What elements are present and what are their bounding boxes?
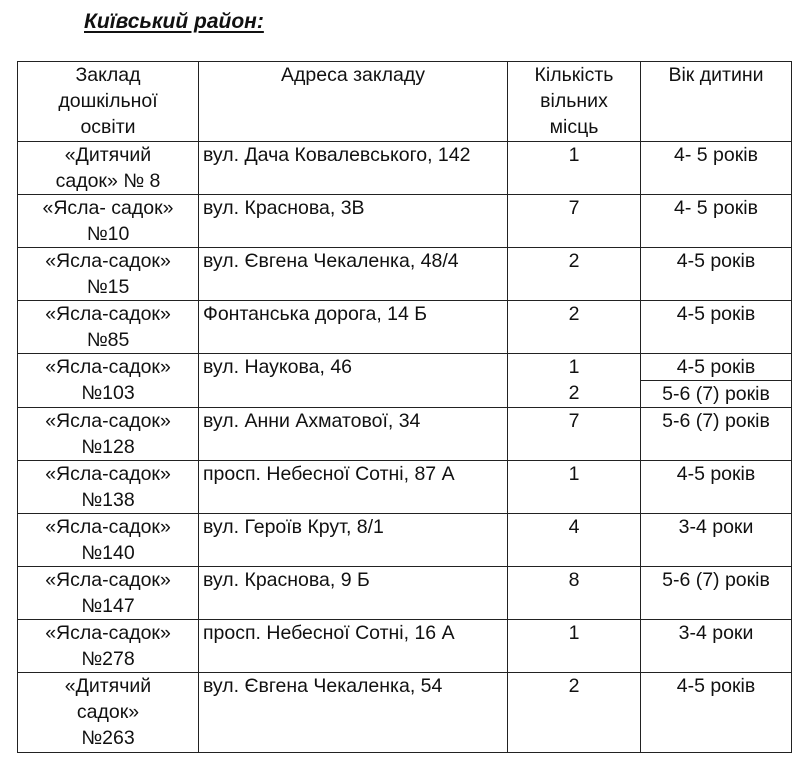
free-places (508, 354, 641, 408)
child-age: 4-5 років (641, 248, 792, 301)
free-places-first: 1 (568, 356, 580, 378)
table-row (18, 195, 792, 248)
table-row (18, 514, 792, 567)
institution-name: «Ясла-садок» №147 (18, 567, 199, 620)
institution-address: вул. Героїв Крут, 8/1 (199, 514, 508, 567)
child-age (641, 354, 792, 408)
institution-address: просп. Небесної Сотні, 16 А (199, 620, 508, 673)
child-age-second: 5-6 (7) років (662, 383, 770, 405)
free-places: 2 (508, 248, 641, 301)
table-row (18, 673, 792, 753)
child-age: 5-6 (7) років (641, 408, 792, 461)
free-places: 7 (508, 195, 641, 248)
child-age: 4-5 років (641, 301, 792, 354)
header-address: Адреса закладу (199, 62, 508, 142)
free-places: 8 (508, 567, 641, 620)
institution-name: «Дитячий садок» №263 (18, 673, 199, 753)
header-places: Кількість вільних місць (508, 62, 641, 142)
institution-address: вул. Краснова, 9 Б (199, 567, 508, 620)
institution-address: вул. Краснова, 3В (199, 195, 508, 248)
institution-name: «Ясла-садок» №138 (18, 461, 199, 514)
institution-name: «Дитячий садок» № 8 (18, 142, 199, 195)
table-row (18, 142, 792, 195)
free-places: 7 (508, 408, 641, 461)
table-row (18, 408, 792, 461)
child-age-first: 4-5 років (641, 354, 791, 381)
table-row (18, 354, 792, 408)
header-institution: Заклад дошкільної освіти (18, 62, 199, 142)
institution-name: «Ясла-садок» №140 (18, 514, 199, 567)
institution-name: «Ясла-садок» №103 (18, 354, 199, 408)
district-title: Київський район: (84, 10, 264, 33)
table-row (18, 248, 792, 301)
kindergarten-table (17, 61, 792, 753)
institution-address: Фонтанська дорога, 14 Б (199, 301, 508, 354)
institution-name: «Ясла-садок» №15 (18, 248, 199, 301)
table-row (18, 567, 792, 620)
child-age: 4-5 років (641, 461, 792, 514)
institution-name: «Ясла- садок» №10 (18, 195, 199, 248)
table-row (18, 461, 792, 514)
free-places: 1 (508, 620, 641, 673)
free-places-second: 2 (568, 382, 580, 404)
institution-name: «Ясла-садок» №278 (18, 620, 199, 673)
free-places: 1 (508, 461, 641, 514)
child-age: 4- 5 років (641, 195, 792, 248)
child-age: 5-6 (7) років (641, 567, 792, 620)
table-row (18, 620, 792, 673)
free-places: 1 (508, 142, 641, 195)
institution-address: просп. Небесної Сотні, 87 А (199, 461, 508, 514)
institution-address: вул. Євгена Чекаленка, 48/4 (199, 248, 508, 301)
table-row (18, 301, 792, 354)
free-places: 2 (508, 673, 641, 753)
header-row (18, 62, 792, 142)
child-age: 4-5 років (641, 673, 792, 753)
header-age: Вік дитини (641, 62, 792, 142)
free-places: 2 (508, 301, 641, 354)
institution-address: вул. Наукова, 46 (199, 354, 508, 408)
institution-name: «Ясла-садок» №85 (18, 301, 199, 354)
institution-address: вул. Анни Ахматової, 34 (199, 408, 508, 461)
institution-name: «Ясла-садок» №128 (18, 408, 199, 461)
free-places: 4 (508, 514, 641, 567)
child-age: 4- 5 років (641, 142, 792, 195)
institution-address: вул. Дача Ковалевського, 142 (199, 142, 508, 195)
child-age: 3-4 роки (641, 514, 792, 567)
institution-address: вул. Євгена Чекаленка, 54 (199, 673, 508, 753)
child-age: 3-4 роки (641, 620, 792, 673)
